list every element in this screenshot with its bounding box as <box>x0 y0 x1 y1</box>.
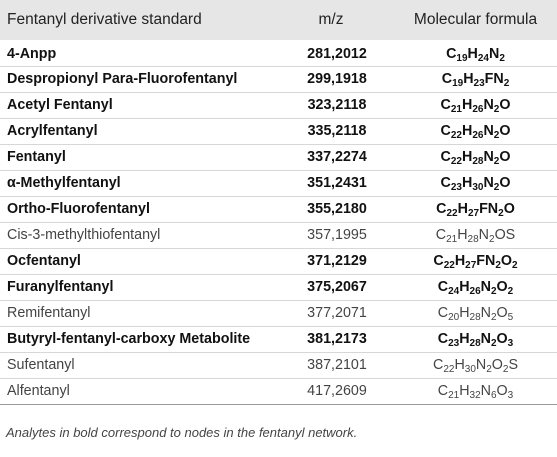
formula-element: N <box>475 357 487 373</box>
table-row <box>0 118 557 144</box>
formula-element: O <box>499 149 511 165</box>
cell-mz: 337,2274 <box>307 149 367 165</box>
header-standard: Fentanyl derivative standard <box>7 11 202 28</box>
formula-subscript: 24 <box>448 286 460 297</box>
formula-element: C <box>446 46 457 63</box>
formula-subscript: 2 <box>490 338 497 349</box>
formula-element: H <box>459 383 470 399</box>
formula-subscript: 26 <box>469 286 481 297</box>
cell-formula <box>394 144 557 170</box>
formula-subscript: 28 <box>469 312 481 323</box>
cell-mz: 299,1918 <box>307 71 367 87</box>
formula-subscript: 2 <box>490 312 497 323</box>
formula-element: N <box>480 279 491 295</box>
formula-subscript: 2 <box>507 286 514 297</box>
cell-standard-name: Ocfentanyl <box>7 253 81 269</box>
formula-subscript: 22 <box>443 364 455 375</box>
table-row <box>0 352 557 378</box>
formula-element: C <box>437 383 449 399</box>
table-row <box>0 326 557 352</box>
header-row <box>0 0 557 40</box>
formula-element: C <box>433 253 444 269</box>
cell-standard-name: Fentanyl <box>7 149 66 165</box>
table-header <box>0 0 557 40</box>
table-row <box>0 378 557 404</box>
formula-subscript: 6 <box>490 390 497 401</box>
cell-formula <box>394 40 557 66</box>
cell-mz: 377,2071 <box>307 305 367 321</box>
formula-element: H <box>457 227 468 243</box>
formula-element: H <box>461 97 473 113</box>
formula-subscript: 2 <box>498 208 504 219</box>
table-row <box>0 92 557 118</box>
formula-element: H <box>467 46 478 63</box>
cell-standard-name: Acrylfentanyl <box>7 123 98 139</box>
formula-subscript: 2 <box>503 78 510 89</box>
formula-subscript: 2 <box>499 53 505 65</box>
formula-subscript: 30 <box>472 182 484 193</box>
table-row <box>0 144 557 170</box>
formula-element: N <box>483 123 494 139</box>
formula-element: O <box>491 357 503 373</box>
table-row <box>0 196 557 222</box>
formula-element: C <box>440 97 451 113</box>
cell-mz: 381,2173 <box>307 331 367 347</box>
formula-element: O <box>500 253 513 269</box>
cell-standard-name: Cis-3-methylthiofentanyl <box>7 227 161 243</box>
formula-element: H <box>459 305 470 321</box>
formula-subscript: 28 <box>467 234 479 245</box>
formula-element: FN <box>476 253 496 269</box>
formula-element: FN <box>484 71 504 87</box>
formula-subscript: 22 <box>443 260 455 271</box>
cell-formula <box>394 170 557 196</box>
cell-mz: 335,2118 <box>307 123 367 139</box>
formula-subscript: 23 <box>450 182 462 193</box>
formula-element: FN <box>479 201 499 217</box>
formula-subscript: 2 <box>512 260 518 271</box>
cell-formula <box>394 92 557 118</box>
cell-formula <box>394 378 557 404</box>
formula-subscript: 23 <box>448 338 460 349</box>
table-row <box>0 170 557 196</box>
formula-element: O <box>496 331 508 347</box>
formula-element: H <box>454 253 466 269</box>
formula-subscript: 27 <box>467 208 480 219</box>
cell-formula <box>394 118 557 144</box>
formula-subscript: 2 <box>493 182 500 193</box>
cell-standard-name: Butyryl-fentanyl-carboxy Metabolite <box>7 331 251 347</box>
formula-element: OS <box>494 227 516 243</box>
formula-element: O <box>503 201 515 217</box>
formula-subscript: 2 <box>493 104 500 115</box>
formula-subscript: 2 <box>486 364 492 375</box>
formula-subscript: 22 <box>450 130 462 141</box>
cell-standard-name: Furanylfentanyl <box>7 279 114 295</box>
formula-subscript: 26 <box>472 130 484 141</box>
cell-mz: 357,1995 <box>307 227 367 243</box>
formula-subscript: 2 <box>493 130 500 141</box>
cell-mz: 387,2101 <box>307 357 367 373</box>
cell-standard-name: Sufentanyl <box>7 357 75 373</box>
formula-subscript: 21 <box>450 104 462 115</box>
cell-formula <box>394 196 557 222</box>
cell-standard-name: 4-Anpp <box>7 46 57 63</box>
formula-element: C <box>432 357 444 373</box>
cell-standard-name: Despropionyl Para-Fluorofentanyl <box>7 71 238 87</box>
cell-mz: 351,2431 <box>307 175 367 191</box>
formula-subscript: 32 <box>469 390 481 401</box>
formula-subscript: 19 <box>456 53 468 65</box>
table-body <box>0 40 557 404</box>
formula-element: N <box>480 383 491 399</box>
formula-subscript: 20 <box>448 312 460 323</box>
cell-standard-name: Alfentanyl <box>7 383 70 399</box>
header-mz: m/z <box>318 11 344 28</box>
formula-subscript: 21 <box>446 234 458 245</box>
table-row <box>0 274 557 300</box>
formula-element: H <box>459 279 470 295</box>
table-row <box>0 248 557 274</box>
formula-subscript: 28 <box>469 338 481 349</box>
cell-standard-name: Acetyl Fentanyl <box>7 97 113 113</box>
formula-element: H <box>454 357 465 373</box>
formula-subscript: 24 <box>477 53 489 65</box>
formula-element: H <box>463 71 474 87</box>
formula-element: C <box>436 201 447 217</box>
formula-subscript: 30 <box>464 364 476 375</box>
formula-element: C <box>440 123 451 139</box>
formula-subscript: 28 <box>472 156 484 167</box>
formula-subscript: 3 <box>507 338 514 349</box>
formula-element: N <box>480 305 491 321</box>
cell-mz: 375,2067 <box>307 279 367 295</box>
formula-element: H <box>457 201 468 217</box>
formula-subscript: 23 <box>473 78 485 89</box>
cell-mz: 371,2129 <box>307 253 367 269</box>
cell-mz: 417,2609 <box>307 383 367 399</box>
formula-subscript: 26 <box>472 104 484 115</box>
formula-subscript: 22 <box>450 156 462 167</box>
formula-element: H <box>459 331 470 347</box>
cell-mz: 355,2180 <box>307 201 367 217</box>
table-footnote: Analytes in bold correspond to nodes in the fentanyl network. <box>6 425 358 440</box>
cell-mz: 323,2118 <box>307 97 367 113</box>
formula-element: N <box>480 331 491 347</box>
formula-element: O <box>499 175 511 191</box>
formula-element: C <box>437 279 449 295</box>
header-formula: Molecular formula <box>413 11 538 28</box>
formula-element: C <box>435 227 447 243</box>
formula-subscript: 22 <box>446 208 458 219</box>
formula-subscript: 21 <box>448 390 460 401</box>
formula-subscript: 5 <box>507 312 514 323</box>
formula-element: O <box>496 279 508 295</box>
cell-standard-name: Remifentanyl <box>7 305 91 321</box>
formula-element: N <box>489 46 500 63</box>
formula-element: N <box>483 175 494 191</box>
formula-element: O <box>496 383 508 399</box>
table-row <box>0 40 557 66</box>
formula-element: C <box>437 331 449 347</box>
formula-subscript: 3 <box>507 390 514 401</box>
cell-formula <box>394 352 557 378</box>
formula-element: C <box>441 71 453 87</box>
formula-element: O <box>499 97 511 113</box>
formula-subscript: 2 <box>493 156 500 167</box>
cell-formula <box>394 248 557 274</box>
cell-formula <box>394 222 557 248</box>
formula-element: C <box>440 149 451 165</box>
cell-standard-name: α-Methylfentanyl <box>7 175 121 191</box>
formula-element: N <box>483 149 494 165</box>
cell-formula <box>394 326 557 352</box>
formula-element: S <box>508 357 519 373</box>
table-row <box>0 222 557 248</box>
cell-formula <box>394 274 557 300</box>
formula-element: O <box>499 123 511 139</box>
formula-subscript: 2 <box>490 286 497 297</box>
cell-formula <box>394 300 557 326</box>
cell-standard-name: Ortho-Fluorofentanyl <box>7 201 150 217</box>
formula-subscript: 19 <box>452 78 464 89</box>
formula-subscript: 2 <box>495 260 501 271</box>
formula-element: N <box>483 97 494 113</box>
formula-subscript: 2 <box>489 234 495 245</box>
cell-formula <box>394 66 557 92</box>
formula-subscript: 27 <box>465 260 477 271</box>
formula-element: H <box>461 175 473 191</box>
cell-mz: 281,2012 <box>307 46 367 63</box>
formula-element: O <box>496 305 508 321</box>
formula-element: H <box>461 123 473 139</box>
formula-element: C <box>440 175 451 191</box>
table-row <box>0 300 557 326</box>
formula-subscript: 2 <box>502 364 509 375</box>
formula-element: C <box>437 305 449 321</box>
table-row <box>0 66 557 92</box>
formula-element: H <box>461 149 473 165</box>
formula-element: N <box>478 227 489 243</box>
